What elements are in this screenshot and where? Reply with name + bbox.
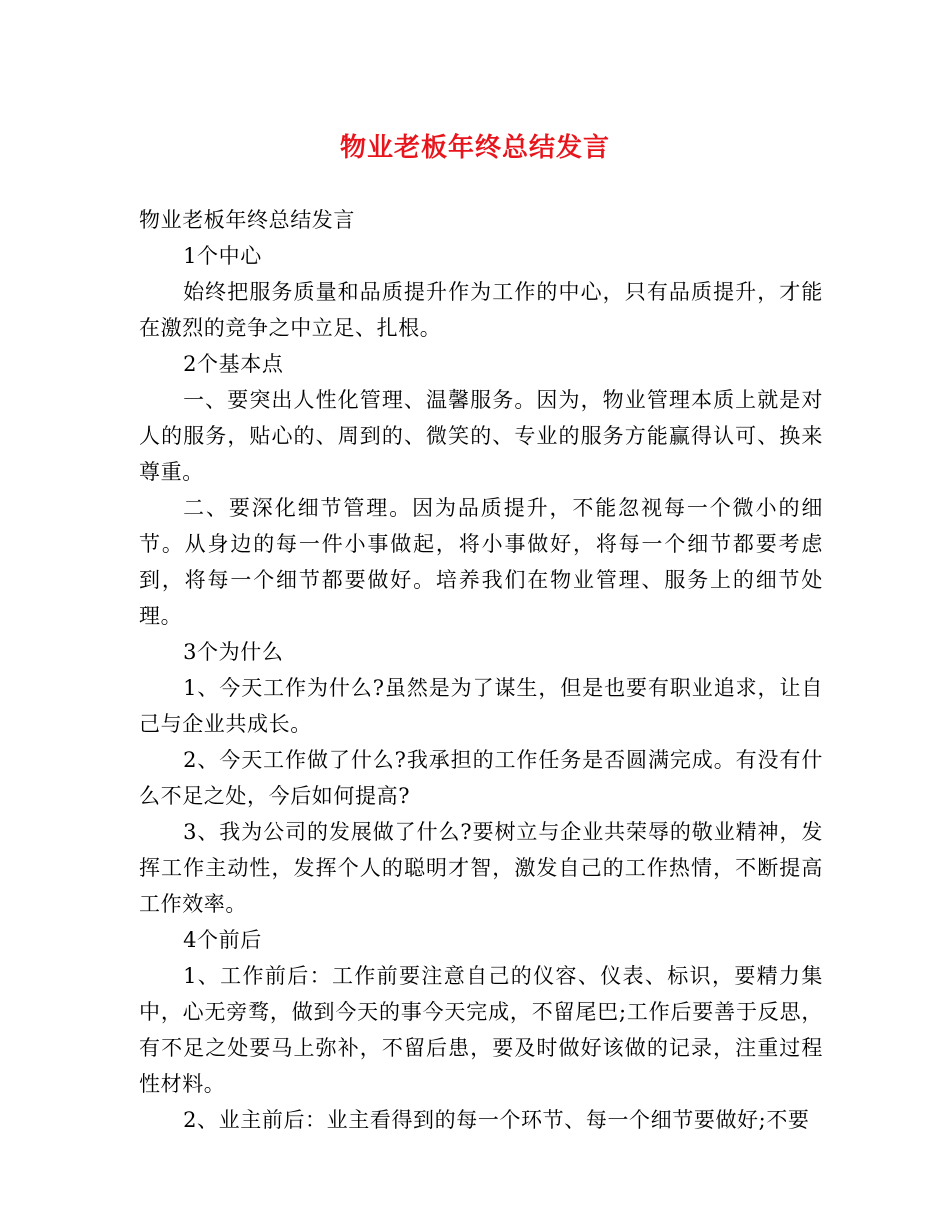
document-title: 物业老板年终总结发言 xyxy=(339,133,610,163)
paragraph: 二、要深化细节管理。因为品质提升，不能忽视每一个微小的细节。从身边的每一件小事做起，将小事做好，将每一个细节都要考虑到，将每一个细节都要做好。培养我们在物业管理、服务上的细节处理。 xyxy=(139,496,823,628)
paragraph: 2、业主前后：业主看得到的每一个环节、每一个细节要做好;不要 xyxy=(183,1108,810,1132)
paragraph: 1个中心 xyxy=(183,244,262,268)
paragraph: 1、今天工作为什么?虽然是为了谋生，但是也要有职业追求，让自己与企业共成长。 xyxy=(139,676,823,736)
paragraph: 4个前后 xyxy=(183,928,262,952)
paragraph: 一、要突出人性化管理、温馨服务。因为，物业管理本质上就是对人的服务，贴心的、周到的、微笑的、专业的服务方能赢得认可、换来尊重。 xyxy=(139,388,823,484)
paragraph: 2、今天工作做了什么?我承担的工作任务是否圆满完成。有没有什么不足之处，今后如何提高? xyxy=(139,748,823,808)
paragraph: 1、工作前后：工作前要注意自己的仪容、仪表、标识，要精力集中，心无旁骛，做到今天的事今天完成，不留尾巴;工作后要善于反思，有不足之处要马上弥补，不留后患，要及时做好该做的记录，注重过程性材料。 xyxy=(139,964,823,1096)
paragraph: 2个基本点 xyxy=(183,352,284,376)
paragraph: 3个为什么 xyxy=(183,640,284,664)
paragraph: 始终把服务质量和品质提升作为工作的中心，只有品质提升，才能在激烈的竞争之中立足、扎根。 xyxy=(139,280,823,340)
paragraph: 物业老板年终总结发言 xyxy=(139,208,355,232)
document-body xyxy=(139,202,823,1138)
paragraph: 3、我为公司的发展做了什么?要树立与企业共荣辱的敬业精神，发挥工作主动性，发挥个人的聪明才智，激发自己的工作热情，不断提高工作效率。 xyxy=(139,820,823,916)
